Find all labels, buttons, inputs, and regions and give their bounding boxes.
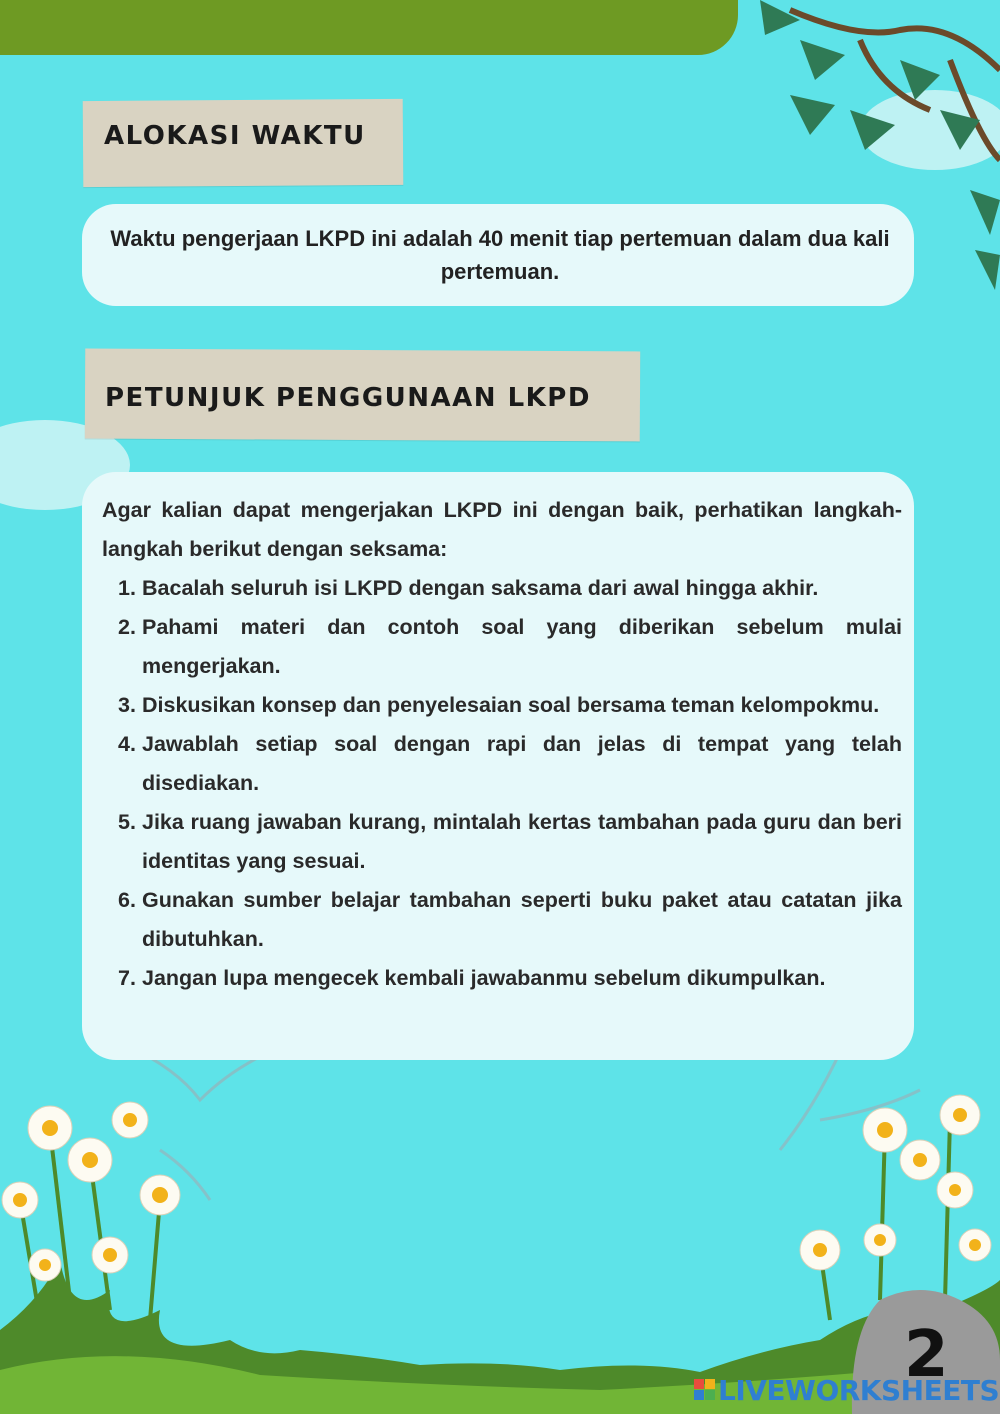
liveworksheets-watermark[interactable]: LIVEWORKSHEETS (718, 1374, 1000, 1407)
step-number: 2. (118, 615, 136, 639)
liveworksheets-logo-icon (694, 1379, 716, 1401)
alokasi-waktu-title: ALOKASI WAKTU (104, 121, 366, 151)
step-text: Diskusikan konsep dan penyelesaian soal bersama teman kelompokmu. (142, 693, 880, 717)
daisy-flowers-left (2, 1102, 180, 1320)
list-item (118, 725, 902, 803)
step-text: Pahami materi dan contoh soal yang diberikan sebelum mulai mengerjakan. (142, 615, 902, 678)
list-item (118, 881, 902, 959)
step-number: 6. (118, 888, 136, 912)
step-number: 3. (118, 693, 136, 717)
list-item (118, 608, 902, 686)
list-item (118, 803, 902, 881)
step-text: Jawablah setiap soal dengan rapi dan jelas di tempat yang telah disediakan. (142, 732, 902, 795)
alokasi-waktu-text: Waktu pengerjaan LKPD ini adalah 40 menit tiap pertemuan dalam dua kali pertemuan. (110, 226, 890, 284)
page-number: 2 (904, 1318, 949, 1392)
petunjuk-intro: Agar kalian dapat mengerjakan LKPD ini dengan baik, perhatikan langkah-langkah berikut dengan seksama: (102, 498, 902, 561)
list-item (118, 686, 902, 725)
step-number: 1. (118, 576, 136, 600)
step-number: 4. (118, 732, 136, 756)
pine-branch-illustration (790, 10, 1000, 160)
petunjuk-title: PETUNJUK PENGGUNAAN LKPD (105, 383, 591, 413)
petunjuk-steps-list (118, 569, 902, 998)
step-text: Gunakan sumber belajar tambahan seperti buku paket atau catatan jika dibutuhkan. (142, 888, 902, 951)
step-number: 5. (118, 810, 136, 834)
list-item (118, 569, 902, 608)
daisy-flowers-right (800, 1095, 991, 1320)
step-text: Bacalah seluruh isi LKPD dengan saksama dari awal hingga akhir. (142, 576, 819, 600)
step-number: 7. (118, 966, 136, 990)
list-item (118, 959, 902, 998)
step-text: Jangan lupa mengecek kembali jawabanmu sebelum dikumpulkan. (142, 966, 826, 990)
step-text: Jika ruang jawaban kurang, mintalah kertas tambahan pada guru dan beri identitas yang sesuai. (142, 810, 902, 873)
